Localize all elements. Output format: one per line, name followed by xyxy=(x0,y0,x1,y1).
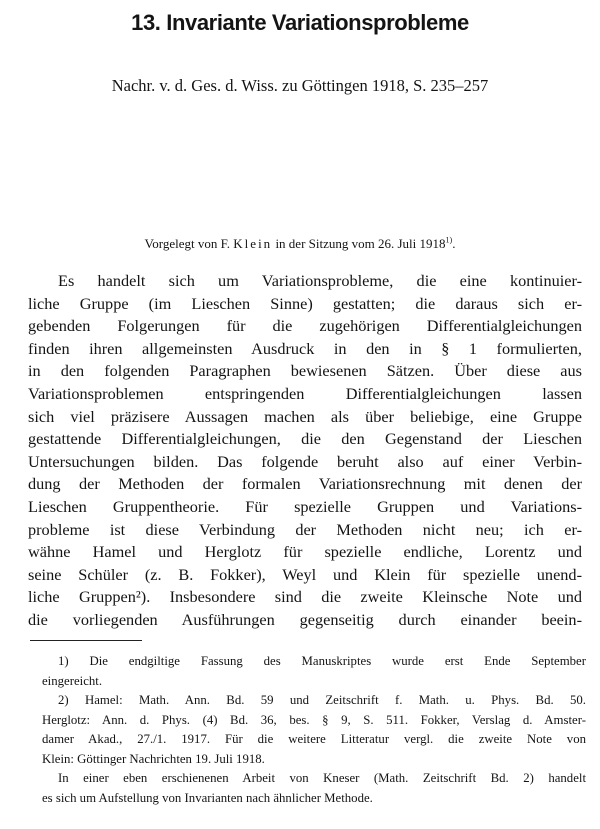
body-line: Variationsproblemen entspringenden Differentialgleichungen lassen xyxy=(28,383,582,403)
citation: Nachr. v. d. Ges. d. Wiss. zu Göttingen 1918, S. 235–257 xyxy=(111,76,489,95)
body-line: die vorliegenden Ausführungen gegenseitig durch einander beein- xyxy=(28,609,582,629)
footnote-line: es sich um Aufstellung von Invarianten nach ähnlicher Methode. xyxy=(42,790,373,805)
body-line: gestattende Differentialgleichungen, die den Gegenstand der Lieschen xyxy=(28,429,582,449)
footnote-line: Klein: Göttinger Nachrichten 19. Juli 1918. xyxy=(42,751,265,766)
body-line: liche Gruppe (im Lieschen Sinne) gestatten; die daraus sich er- xyxy=(28,293,582,313)
footnote-line: 1) Die endgiltige Fassung des Manuskriptes wurde erst Ende September xyxy=(58,654,586,668)
body-line: finden ihren allgemeinsten Ausdruck in den in § 1 formulierten, xyxy=(28,338,582,358)
body-line: dung der Methoden der formalen Variationsrechnung mit denen der xyxy=(28,474,582,494)
footnote-divider xyxy=(30,640,142,641)
body-line: sich viel präzisere Aussagen machen als über beliebige, eine Gruppe xyxy=(28,406,582,426)
footnote-1 xyxy=(42,652,586,691)
footnote-line: 2) Hamel: Math. Ann. Bd. 59 und Zeitschrift f. Math. u. Phys. Bd. 50. xyxy=(58,693,586,707)
footnote-line: In einer eben erschienenen Arbeit von Kneser (Math. Zeitschrift Bd. 2) handelt xyxy=(58,771,586,785)
presented-end: . xyxy=(452,236,456,251)
presented-name: Klein xyxy=(233,236,273,251)
body-paragraph xyxy=(28,270,582,632)
body-line: Lieschen Gruppentheorie. Für spezielle Gruppen und Variations- xyxy=(28,496,582,516)
footnotes xyxy=(42,652,586,808)
body-line: Untersuchungen bilden. Das folgende beruht also auf einer Verbin- xyxy=(28,451,582,471)
body-line: in den folgenden Paragraphen bewiesenen Sätzen. Über diese aus xyxy=(28,361,582,381)
body-line: gebenden Folgerungen für die zugehörigen Differentialgleichungen xyxy=(28,316,582,336)
body-line: probleme ist diese Verbindung der Methoden nicht neu; ich er- xyxy=(28,519,582,539)
footnote-mark: 1) xyxy=(445,235,453,245)
body-line: seine Schüler (z. B. Fokker), Weyl und Klein für spezielle unend- xyxy=(28,564,582,584)
page-title: 13. Invariante Variationsprobleme xyxy=(131,10,469,35)
footnote-2 xyxy=(42,691,586,769)
footnote-line: Herglotz: Ann. d. Phys. (4) Bd. 36, bes. § 9, S. 511. Fokker, Verslag d. Amster- xyxy=(42,712,586,727)
body-line: liche Gruppen²). Insbesondere sind die zweite Kleinsche Note und xyxy=(28,587,582,607)
body-line: wähne Hamel und Herglotz für spezielle endliche, Lorentz und xyxy=(28,542,582,562)
presented-note xyxy=(0,236,600,252)
footnote-line: damer Akad., 27./1. 1917. Für die weitere Litteratur vergl. die zweite Note von xyxy=(42,732,586,746)
body-line: Es handelt sich um Variationsprobleme, die eine kontinuier- xyxy=(58,271,582,290)
footnote-line: eingereicht. xyxy=(42,673,103,688)
footnote-3 xyxy=(42,769,586,808)
presented-suffix: in der Sitzung vom 26. Juli 1918 xyxy=(275,236,446,251)
presented-prefix: Vorgelegt von F. xyxy=(144,236,231,251)
